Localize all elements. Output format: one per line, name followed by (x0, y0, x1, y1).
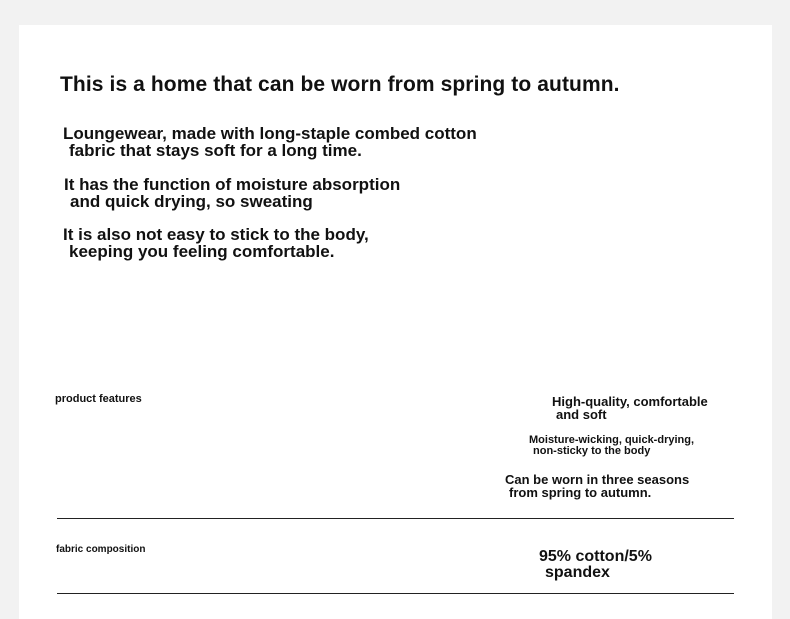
feature-line: Moisture-wicking, quick-drying, (529, 434, 695, 446)
fabric-composition-value (539, 549, 652, 581)
headline: This is a home that can be worn from spring to autumn. (60, 73, 620, 96)
intro-paragraph-cotton (63, 125, 477, 159)
paragraph-line: and quick drying, so sweating (70, 192, 313, 211)
feature-line: Can be worn in three seasons (505, 472, 690, 487)
divider (57, 593, 734, 594)
intro-paragraph-comfort (63, 226, 369, 260)
feature-line: non-sticky to the body (533, 445, 651, 457)
intro-paragraph-moisture (64, 176, 400, 210)
composition-line: spandex (545, 564, 610, 581)
feature-item-quality (552, 395, 708, 421)
composition-line: 95% cotton/5% (539, 548, 652, 565)
feature-item-seasons (505, 473, 689, 499)
feature-line: and soft (556, 407, 607, 422)
feature-line: High-quality, comfortable (552, 394, 708, 409)
paragraph-line: It has the function of moisture absorption (64, 175, 401, 194)
feature-line: from spring to autumn. (509, 485, 652, 500)
product-features-label: product features (55, 393, 142, 405)
product-detail-page (19, 25, 772, 619)
paragraph-line: It is also not easy to stick to the body, (63, 225, 369, 244)
paragraph-line: keeping you feeling comfortable. (69, 242, 335, 261)
feature-item-moisture (529, 435, 694, 457)
paragraph-line: Loungewear, made with long-staple combed cotton (63, 124, 477, 143)
divider (57, 518, 734, 519)
fabric-composition-label: fabric composition (56, 544, 146, 555)
paragraph-line: fabric that stays soft for a long time. (69, 141, 362, 160)
